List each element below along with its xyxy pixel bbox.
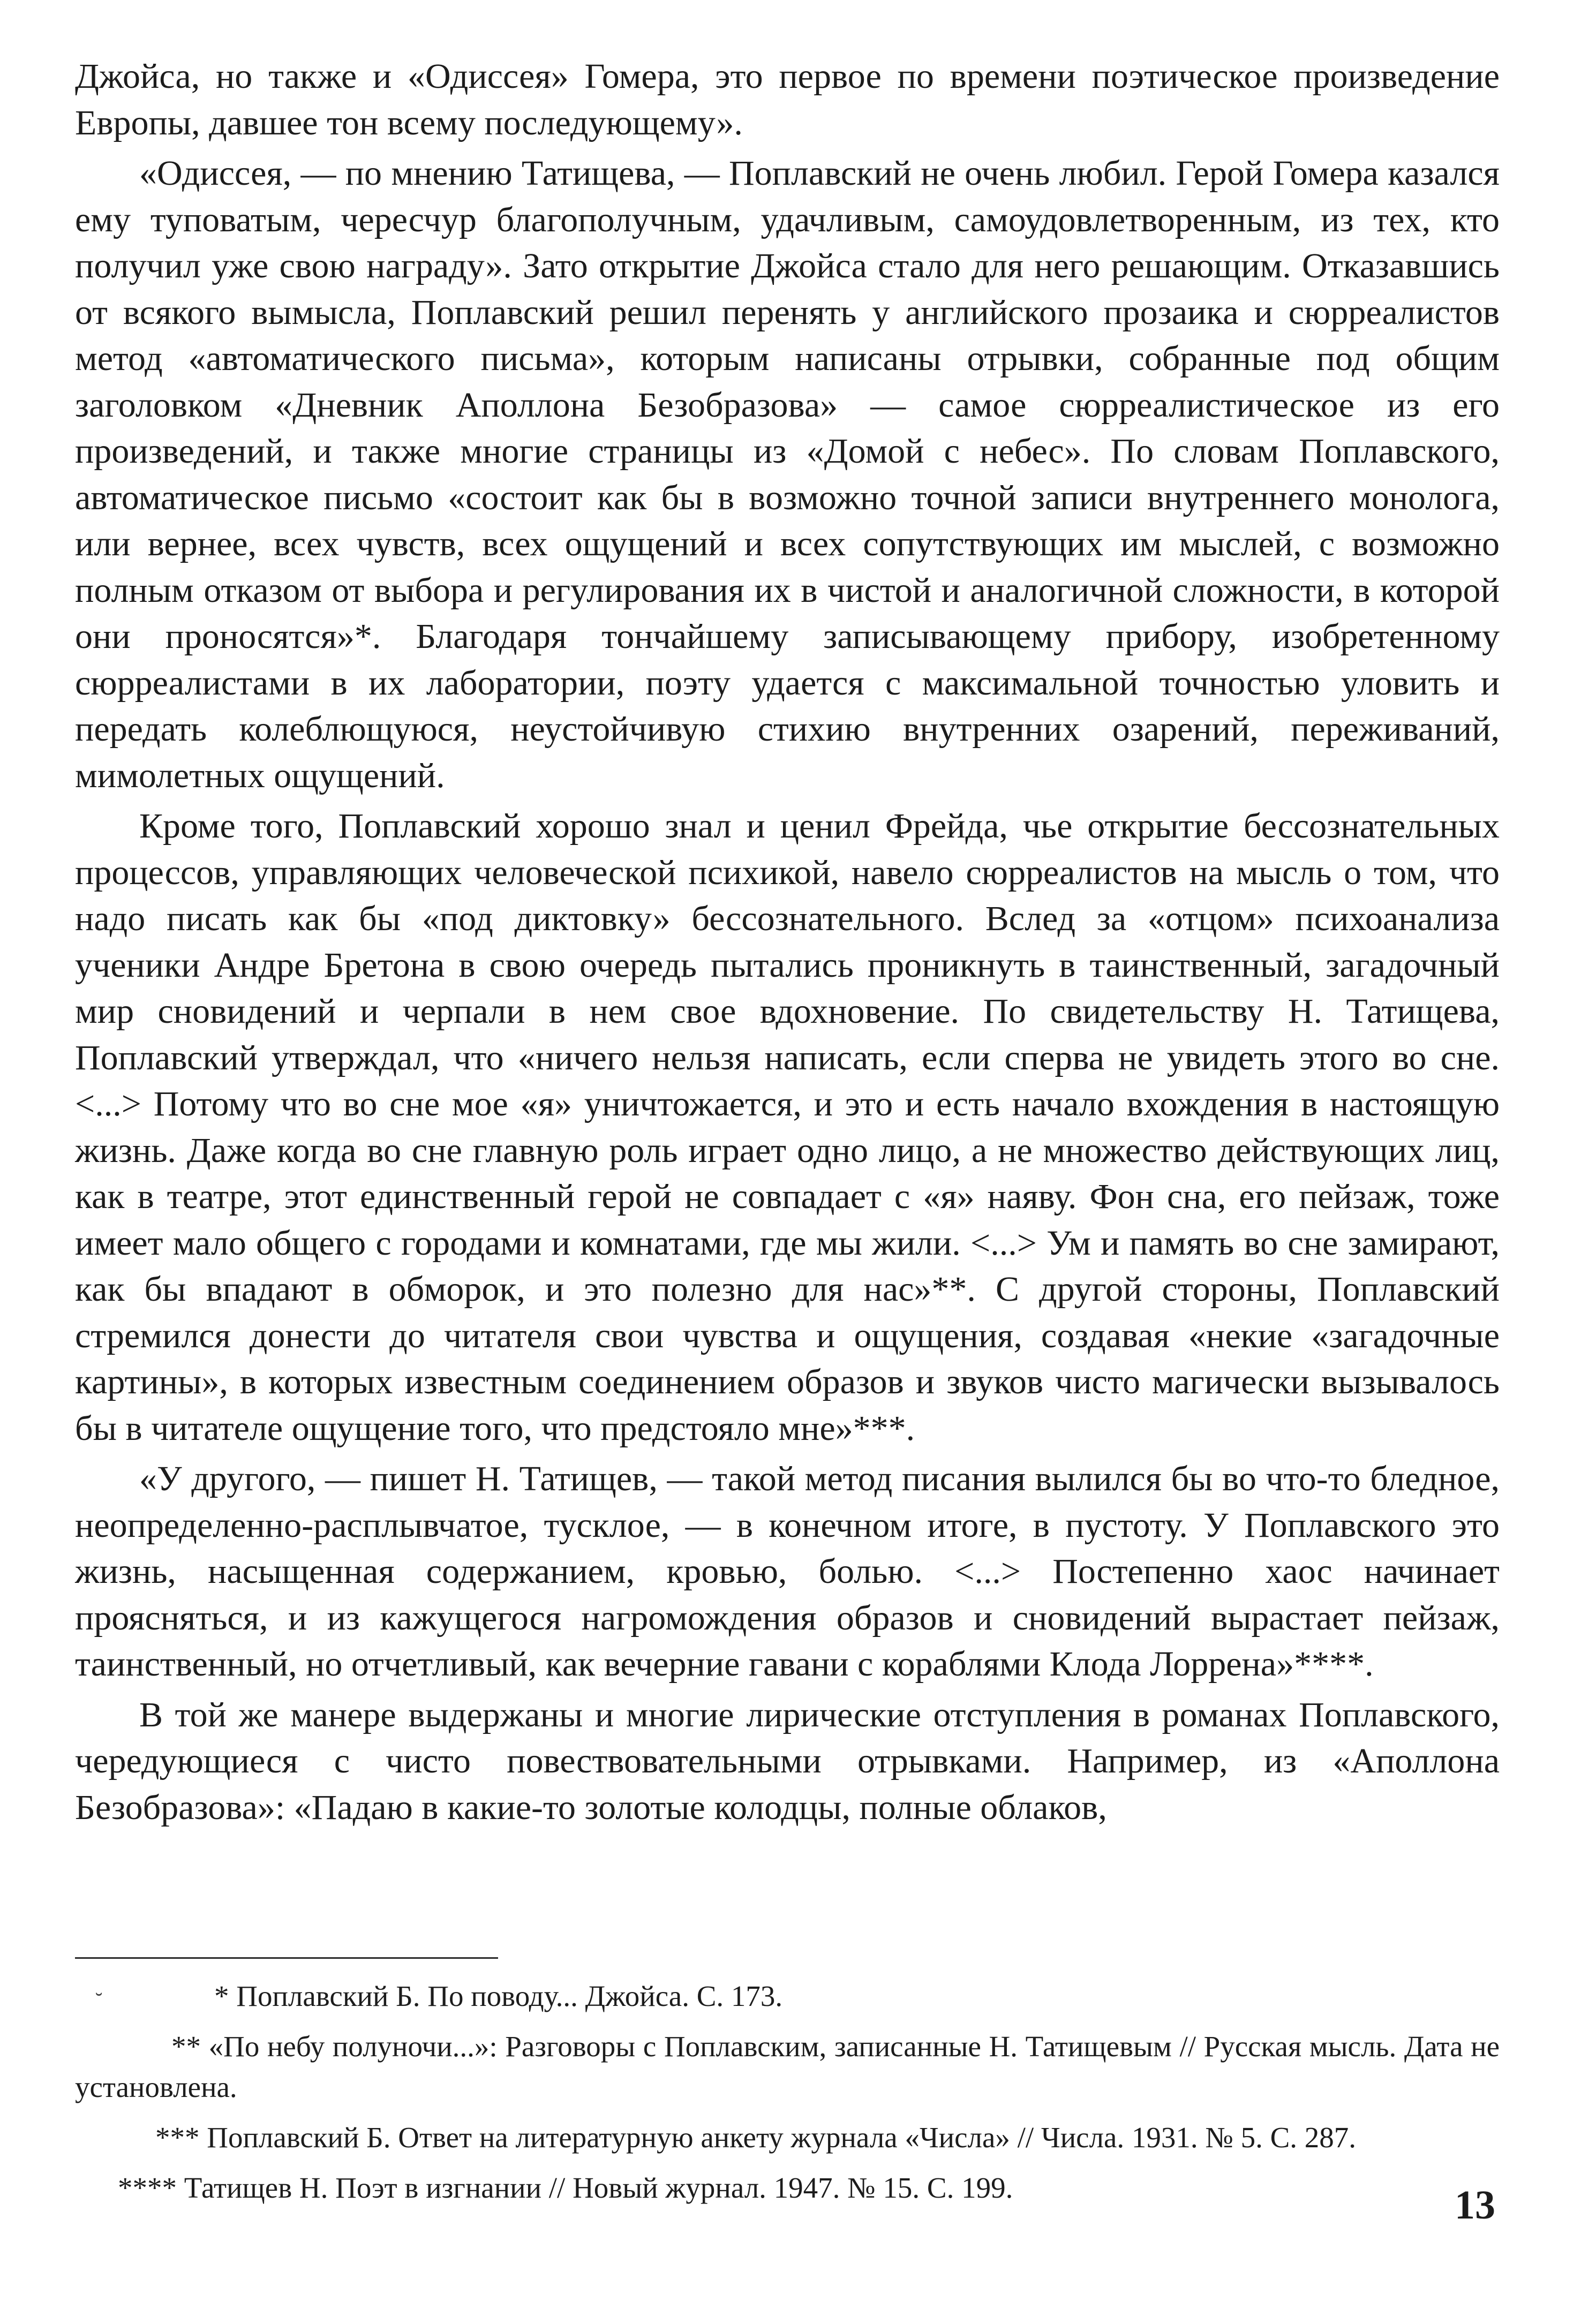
stray-ink-mark: ˘ xyxy=(95,1988,103,2012)
main-text xyxy=(75,54,1500,1835)
paragraph-3: Кроме того, Поплавский хорошо знал и ценил Фрейда, чье открытие бессознательных процессов, управляющих человеческой психикой, навело сюрреалистов на мысль о том, что надо писать как бы «под диктовку» бессознательного. Вслед за «отцом» психоанализа ученики Андре Бретона в свою очередь пытались проникнуть в таинственный, загадочный мир сновидений и черпали в нем свое вдохновение. По свидетельству Н. Татищева, Поплавский утверждал, что «ничего нельзя написать, если сперва не увидеть этого во сне. <...> Потому что во сне мое «я» уничтожается, и это и есть начало вхождения в настоящую жизнь. Даже когда во сне главную роль играет одно лицо, а не множество действующих лиц, как в театре, этот единственный герой не совпадает с «я» наяву. Фон сна, его пейзаж, тоже имеет мало общего с городами и комнатами, где мы жили. <...> Ум и память во сне замирают, как бы впадают в обморок, и это полезно для нас»**. С другой стороны, Поплавский стремился донести до читателя свои чувства и ощущения, создавая «некие «загадочные картины», в которых известным соединением образов и звуков чисто магически вызывалось бы в читателе ощущение того, что предстояло мне»***. xyxy=(75,806,1500,1448)
paragraph-2: «Одиссея, — по мнению Татищева, — Поплавский не очень любил. Герой Гомера казался ему туповатым, чересчур благополучным, удачливым, самоудовлетворенным, из тех, кто получил уже свою награду». Зато открытие Джойса стало для него решающим. Отказавшись от всякого вымысла, Поплавский решил перенять у английского прозаика и сюрреалистов метод «автоматического письма», которым написаны отрывки, собранные под общим заголовком «Дневник Аполлона Безобразова» — самое сюрреалистическое из его произведений, и также многие страницы из «Домой с небес». По словам Поплавского, автоматическое письмо «состоит как бы в возможно точной записи внутреннего монолога, или вернее, всех чувств, всех ощущений и всех сопутствующих им мыслей, с возможно полным отказом от выбора и регулирования их в чистой и аналогичной сложности, в которой они проносятся»*. Благодаря тончайшему записывающему прибору, изобретенному сюрреалистами в их лаборатории, поэту удается с максимальной точностью уловить и передать колеблющуюся, неустойчивую стихию внутренних озарений, переживаний, мимолетных ощущений. xyxy=(75,154,1500,795)
paragraph-4: «У другого, — пишет Н. Татищев, — такой метод писания вылился бы во что-то бледное, неопределенно-расплывчатое, тусклое, — в конечном итоге, в пустоту. У Поплавского это жизнь, насыщенная содержанием, кровью, болью. <...> Постепенно хаос начинает проясняться, и из кажущегося нагромождения образов и сновидений вырастает пейзаж, таинственный, но отчетливый, как вечерние гавани с кораблями Клода Лоррена»****. xyxy=(75,1459,1500,1684)
paragraph-5: В той же манере выдержаны и многие лирические отступления в романах Поплавского, чередующиеся с чисто повествовательными отрывками. Например, из «Аполлона Безобразова»: «Падаю в какие-то золотые колодцы, полные облаков, xyxy=(75,1695,1500,1827)
footnote-1: * Поплавский Б. По поводу... Джойса. С. 173. xyxy=(214,1980,783,2012)
page-number: 13 xyxy=(1455,2183,1495,2228)
footnote-3: *** Поплавский Б. Ответ на литературную анкету журнала «Числа» // Числа. 1931. № 5. С. 287. xyxy=(155,2121,1357,2154)
footnote-divider xyxy=(75,1957,498,1959)
paragraph-1: Джойса, но также и «Одиссея» Гомера, это первое по времени поэтическое произведение Европы, давшее тон всему последующему». xyxy=(75,57,1500,142)
footnote-4: **** Татищев Н. Поэт в изгнании // Новый журнал. 1947. № 15. С. 199. xyxy=(118,2171,1013,2204)
footnote-2: ** «По небу полуночи...»: Разговоры с Поплавским, записанные Н. Татищевым // Русская мысль. Дата не установлена. xyxy=(75,2030,1500,2103)
footnotes xyxy=(75,1976,1500,2218)
